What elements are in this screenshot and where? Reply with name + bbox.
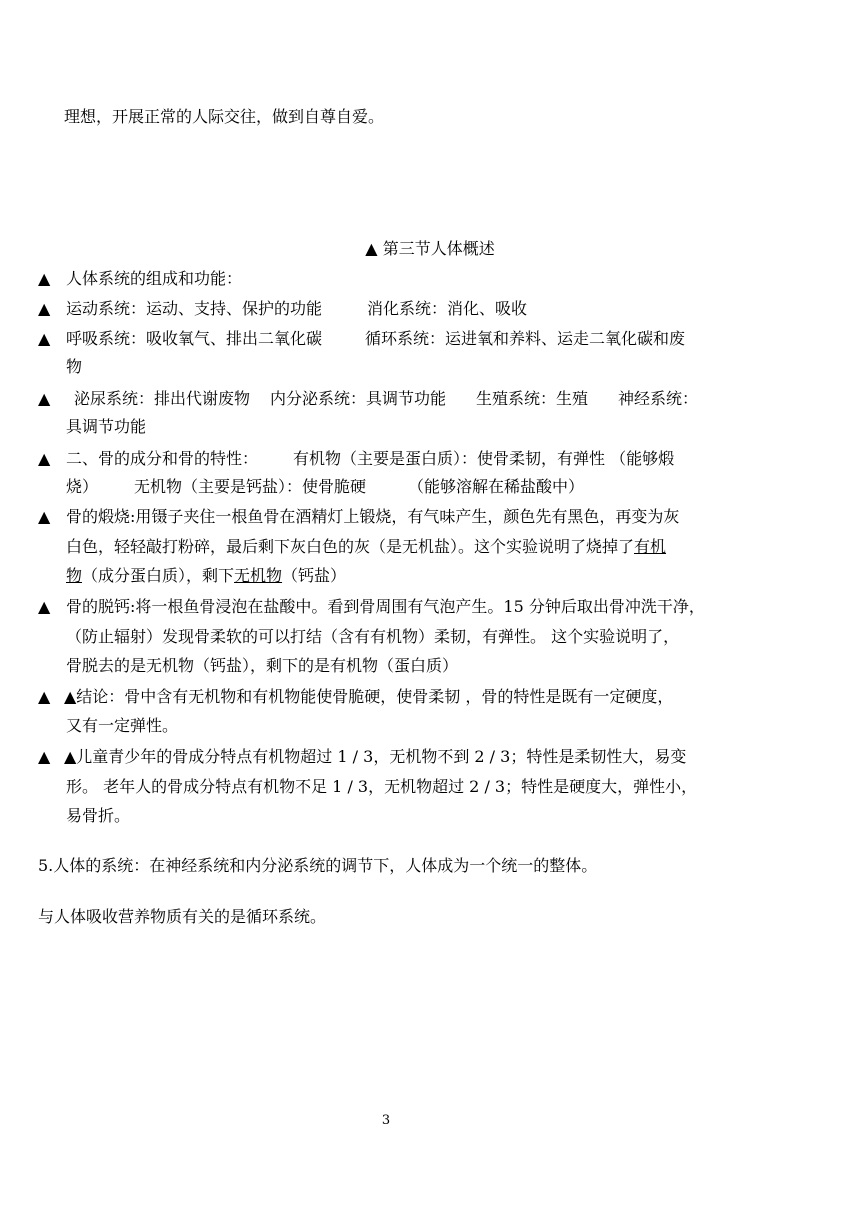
bullet-icon: ▲ [38, 389, 51, 408]
paragraph: 与人体吸收营养物质有关的是循环系统。 [38, 907, 327, 926]
list-item-continuation: （防止辐射）发现骨柔软的可以打结（含有有机物）柔韧，有弹性。 这个实验说明了， [66, 627, 680, 646]
intro-line: 理想，开展正常的人际交往，做到自尊自爱。 [64, 107, 385, 126]
bullet-icon: ▲ [38, 299, 51, 318]
list-item-continuation: 物 [66, 357, 83, 376]
page-number: 3 [381, 1113, 391, 1128]
bullet-icon: ▲ [38, 329, 51, 348]
list-item: 二、骨的成分和骨的特性： 有机物（主要是蛋白质）：使骨柔韧，有弹性 （能够煅 [66, 449, 675, 468]
bullet-icon: ▲ [38, 507, 51, 526]
list-item: 运动系统：运动、支持、保护的功能 消化系统：消化、吸收 [66, 299, 528, 318]
list-item: 骨的脱钙:将一根鱼骨浸泡在盐酸中。看到骨周围有气泡产生。15 分钟后取出骨冲洗干净， [66, 597, 705, 616]
list-item: 泌尿系统：排出代谢废物 内分泌系统：具调节功能 生殖系统：生殖 神经系统： [74, 389, 699, 408]
list-item-continuation: 又有一定弹性。 [66, 716, 179, 735]
bullet-icon: ▲ [38, 269, 51, 288]
list-item-continuation: 白色，轻轻敲打粉碎，最后剩下灰白色的灰（是无机盐）。这个实验说明了烧掉了有机 [66, 537, 667, 556]
list-item-continuation: 烧） 无机物（主要是钙盐）：使骨脆硬 （能够溶解在稀盐酸中） [66, 477, 585, 496]
list-item: ▲儿童青少年的骨成分特点有机物超过 1 / 3，无机物不到 2 / 3；特性是柔韧性大，易变 [64, 747, 687, 766]
bullet-icon: ▲ [38, 597, 51, 616]
list-item: 人体系统的组成和功能： [66, 269, 243, 288]
bullet-icon: ▲ [38, 747, 51, 766]
bullet-icon: ▲ [38, 449, 51, 468]
list-item-continuation: 形。 老年人的骨成分特点有机物不足 1 / 3，无机物超过 2 / 3；特性是硬度大，弹性小， [66, 777, 698, 796]
bullet-icon: ▲ [38, 687, 51, 706]
list-item: 呼吸系统：吸收氧气、排出二氧化碳 循环系统：运进氧和养料、运走二氧化碳和废 [66, 329, 686, 348]
list-item-continuation: 物（成分蛋白质），剩下无机物（钙盐） [66, 566, 347, 585]
paragraph: 5.人体的系统：在神经系统和内分泌系统的调节下，人体成为一个统一的整体。 [38, 856, 598, 875]
section-title: ▲ 第三节人体概述 [365, 239, 495, 258]
list-item-continuation: 骨脱去的是无机物（钙盐），剩下的是有机物（蛋白质） [66, 656, 459, 675]
list-item-continuation: 易骨折。 [66, 806, 131, 825]
list-item: 骨的煅烧:用镊子夹住一根鱼骨在酒精灯上锻烧，有气味产生，颜色先有黑色，再变为灰 [66, 507, 680, 526]
list-item: ▲结论：骨中含有无机物和有机物能使骨脆硬，使骨柔韧 ，骨的特性是既有一定硬度， [64, 687, 674, 706]
list-item-continuation: 具调节功能 [66, 417, 147, 436]
